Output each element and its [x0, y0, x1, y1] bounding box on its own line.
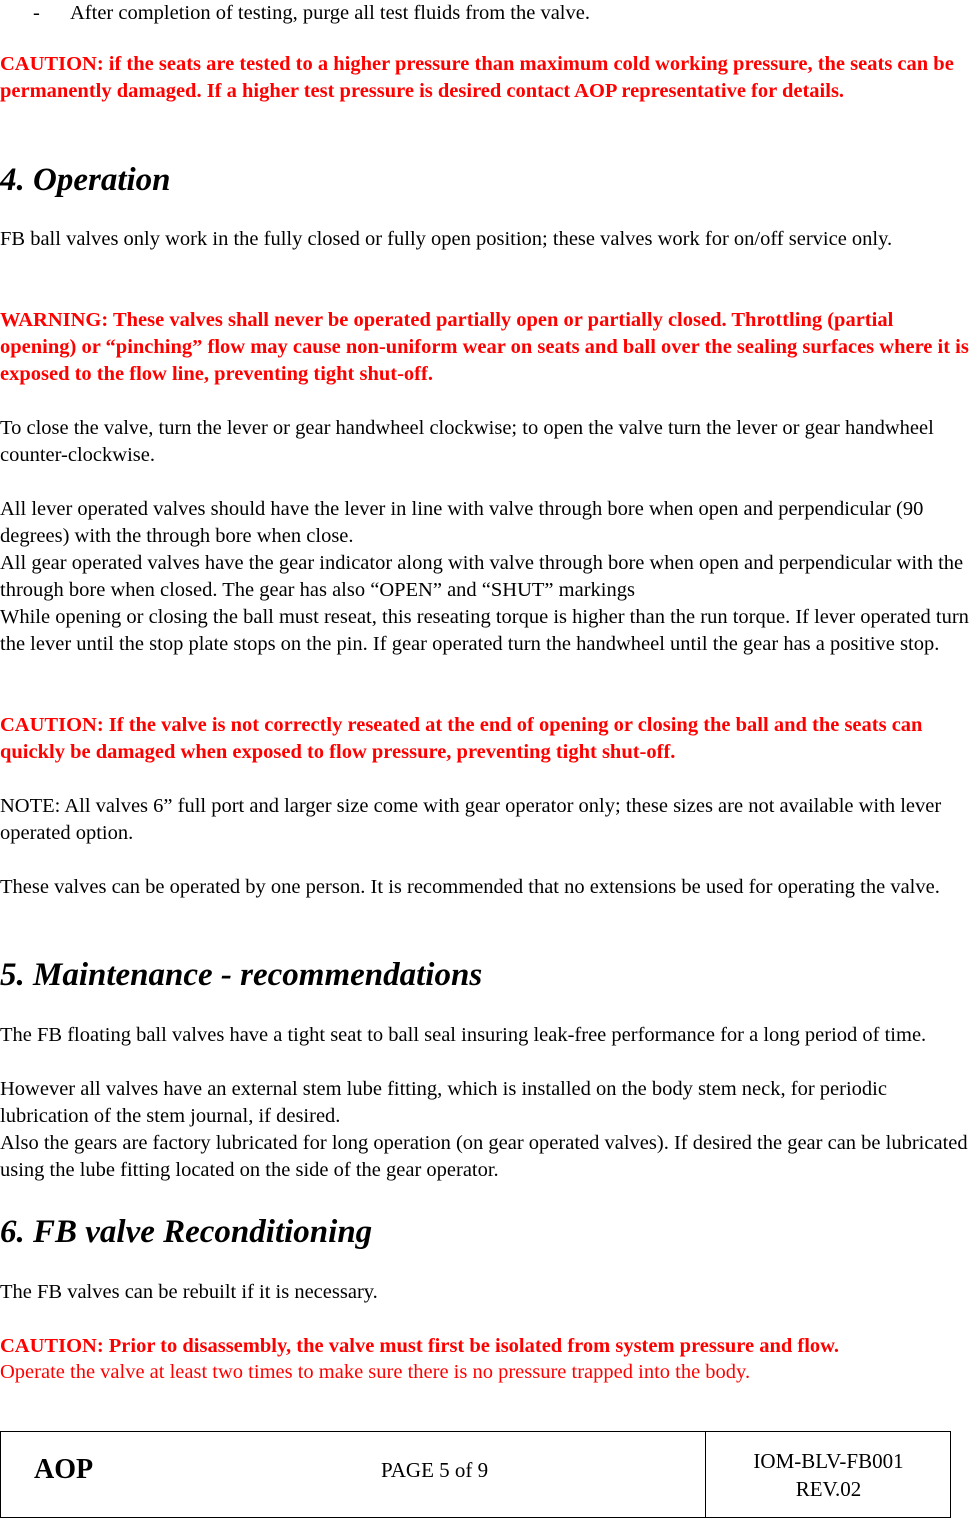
footer-revision: REV.02 — [795, 1477, 862, 1501]
bullet-purge-fluids: After completion of testing, purge all test fluids from the valve. — [70, 2, 590, 24]
caution-seat-test-pressure: CAUTION: if the seats are tested to a higher pressure than maximum cold working pressure, the seats can be permanently damaged. If a higher test pressure is desired contact AOP representative for details. — [0, 53, 954, 102]
heading-maintenance: 5. Maintenance - recommendations — [0, 957, 483, 993]
footer-page-number: PAGE 5 of 9 — [381, 1458, 489, 1482]
operation-paragraph-one-person: These valves can be operated by one person. It is recommended that no extensions be used for operating the valve. — [0, 876, 940, 898]
note-gear-operator: NOTE: All valves 6” full port and larger size come with gear operator only; these sizes are not available with lever operated option. — [0, 795, 942, 844]
maintenance-paragraph-gear-lube: Also the gears are factory lubricated for long operation (on gear operated valves). If desired the gear can be lubricated using the lube fitting located on the side of the gear operator. — [0, 1132, 968, 1181]
operation-paragraph-direction: To close the valve, turn the lever or gear handwheel clockwise; to open the valve turn the lever or gear handwheel counter-clockwise. — [0, 417, 934, 466]
caution-operate-twice: Operate the valve at least two times to make sure there is no pressure trapped into the body. — [0, 1361, 751, 1383]
maintenance-paragraph-seal: The FB floating ball valves have a tight seat to ball seal insuring leak-free performance for a long period of time. — [0, 1024, 927, 1046]
heading-reconditioning: 6. FB valve Reconditioning — [0, 1214, 373, 1250]
warning-throttling: WARNING: These valves shall never be operated partially open or partially closed. Throttling (partial opening) or “pinching” flow may cause non-uniform wear on seats and ball over the sealing surfaces where it is exposed to the flow line, preventing tight shut-off. — [0, 309, 969, 385]
footer-doc-number: IOM-BLV-FB001 — [753, 1449, 904, 1473]
operation-paragraph-reseat: While opening or closing the ball must reseat, this reseating torque is higher than the run torque. If lever operated turn the lever until the stop plate stops on the pin. If gear operated turn the handwheel until the gear has a positive stop. — [0, 606, 969, 655]
footer-company: AOP — [34, 1454, 94, 1485]
operation-paragraph-gear: All gear operated valves have the gear indicator along with valve through bore when open and perpendicular with the through bore when closed. The gear has also “OPEN” and “SHUT” markings — [0, 552, 964, 601]
caution-reseat: CAUTION: If the valve is not correctly reseated at the end of opening or closing the ball and the seats can quickly be damaged when exposed to flow pressure, preventing tight shut-off. — [0, 714, 923, 763]
maintenance-paragraph-stem-lube: However all valves have an external stem lube fitting, which is installed on the body stem neck, for periodic lubrication of the stem journal, if desired. — [0, 1078, 887, 1127]
reconditioning-paragraph: The FB valves can be rebuilt if it is necessary. — [0, 1281, 378, 1303]
page-footer — [0, 1431, 951, 1518]
caution-disassembly: CAUTION: Prior to disassembly, the valve must first be isolated from system pressure and flow. — [0, 1335, 839, 1357]
operation-paragraph-lever: All lever operated valves should have the lever in line with valve through bore when open and perpendicular (90 degrees) with the through bore when close. — [0, 498, 924, 547]
operation-paragraph-onoff: FB ball valves only work in the fully closed or fully open position; these valves work for on/off service only. — [0, 228, 893, 250]
bullet-dash: - — [33, 2, 40, 24]
heading-operation: 4. Operation — [0, 162, 171, 198]
footer-document-id — [705, 1447, 952, 1503]
